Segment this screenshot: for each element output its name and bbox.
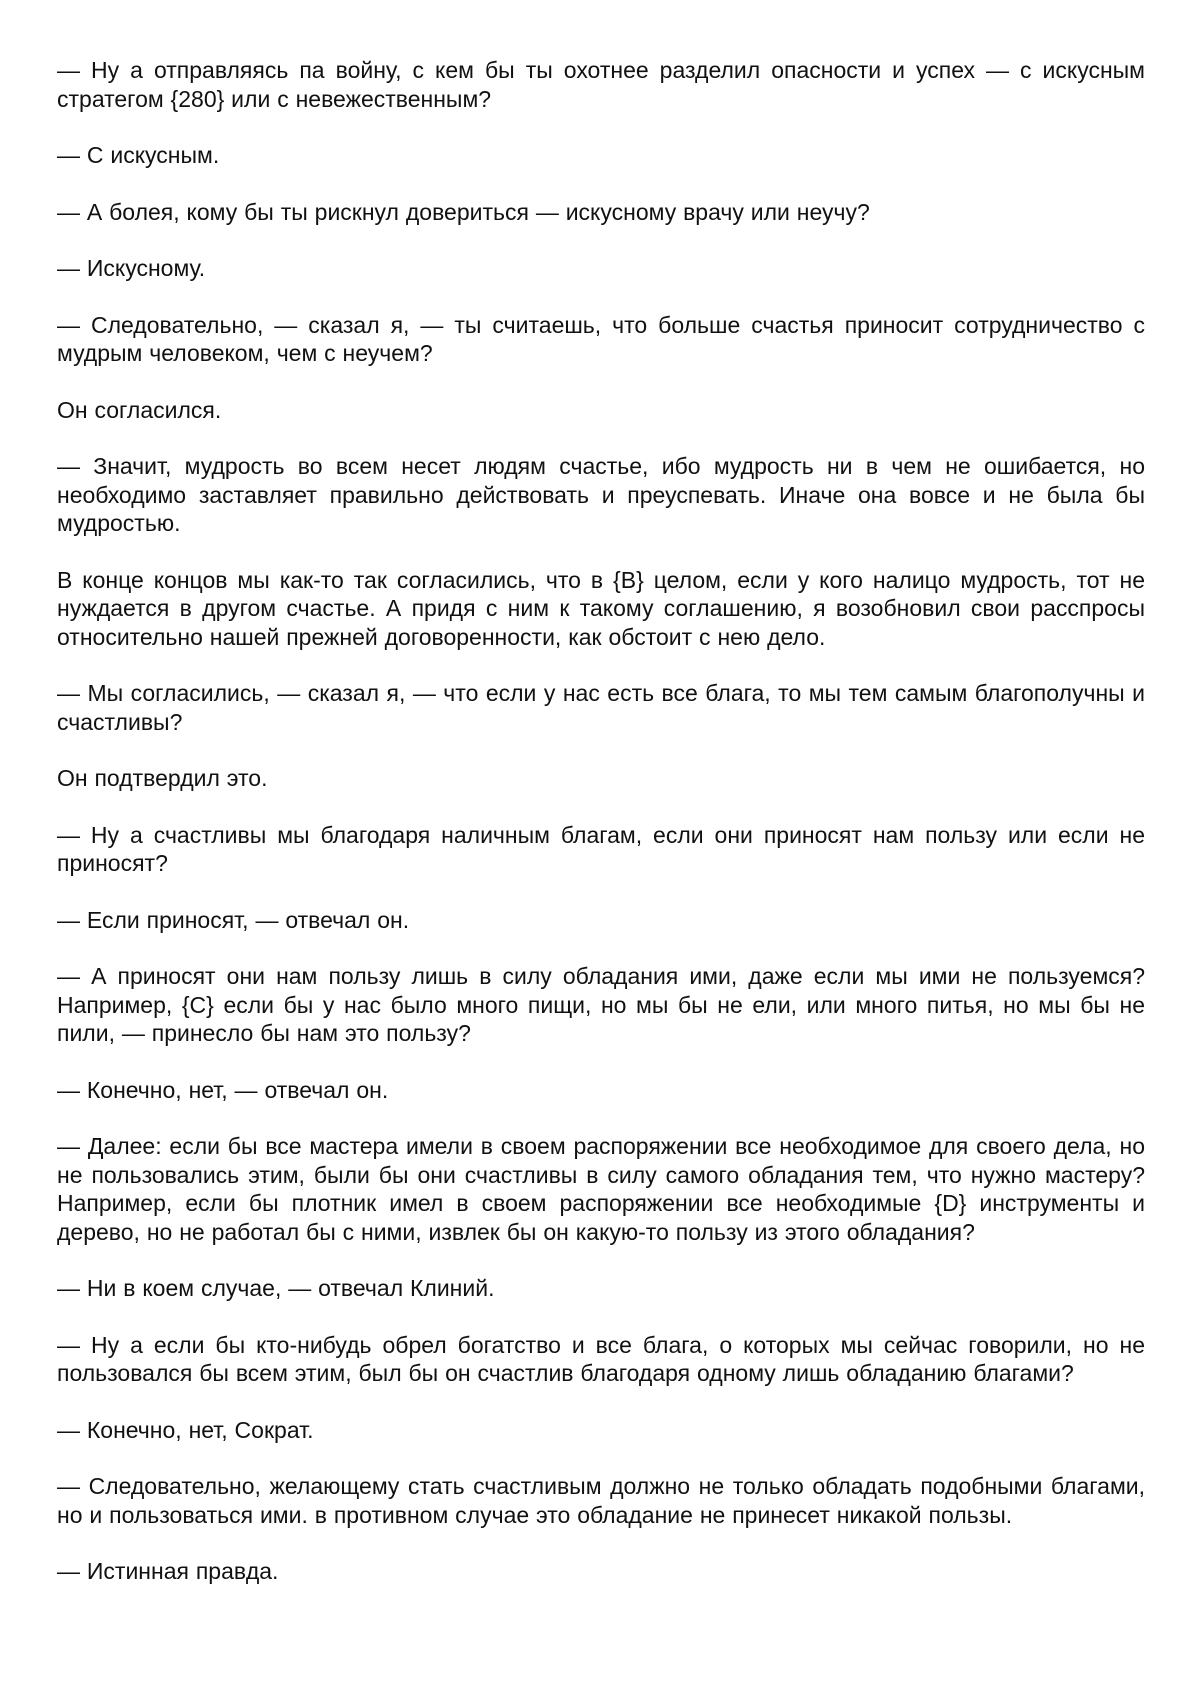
paragraph-8: В конце концов мы как-то так согласились, что в {В} целом, если у кого налицо мудрость, тот не нуждается в другом счастье. А придя с ним к такому соглашению, я возобновил свои расспросы относительно нашей прежней договоренности, как обстоит с нею дело.	[57, 566, 1145, 650]
paragraph-2: — С искусным.	[57, 142, 220, 168]
paragraph-1: — Ну а отправляясь па войну, с кем бы ты охотнее разделил опасности и успех — с искусным стратегом {280} или с невежественным?	[57, 57, 1145, 112]
paragraph-3: — А болея, кому бы ты рискнул довериться — искусному врачу или неучу?	[57, 198, 870, 225]
paragraph-17: — Ну а если бы кто-нибудь обрел богатство и все блага, о которых мы сейчас говорили, но не пользовался бы всем этим, был бы он счастлив благодаря одному лишь обладанию благами?	[57, 1331, 1145, 1386]
paragraph-6: Он согласился.	[57, 396, 222, 423]
paragraph-15: — Далее: если бы все мастера имели в своем распоряжении все необходимое для своего дела, но не пользовались этим, были бы они счастливы в силу самого обладания тем, что нужно мастеру? Например, если бы плотник имел в своем распоряжении все необходимые {D} инструменты и дерево, но не работал бы с ними, извлек бы он какую-то пользу из этого обладания?	[57, 1133, 1145, 1245]
paragraph-12: — Если приносят, — отвечал он.	[57, 906, 410, 933]
paragraph-19: — Следовательно, желающему стать счастливым должно не только обладать подобными благами, но и пользоваться ими. в противном случае это обладание не принесет никакой пользы.	[57, 1473, 1145, 1528]
paragraph-20: — Истинная правда.	[57, 1558, 279, 1584]
paragraph-11: — Ну а счастливы мы благодаря наличным благам, если они приносят нам пользу или если не приносят?	[57, 821, 1145, 876]
paragraph-18: — Конечно, нет, Сократ.	[57, 1416, 314, 1443]
paragraph-16: — Ни в коем случае, — отвечал Клиний.	[57, 1275, 495, 1301]
paragraph-13: — А приносят они нам пользу лишь в силу обладания ими, даже если мы ими не пользуемся? Например, {С} если бы у нас было много пищи, но мы бы не ели, или много питья, но мы бы не пили, — принесло бы нам это пользу?	[57, 963, 1145, 1046]
paragraph-5: — Следовательно, — сказал я, — ты считаешь, что больше счастья приносит сотрудничество с мудрым человеком, чем с неучем?	[57, 311, 1145, 366]
paragraph-10: Он подтвердил это.	[57, 765, 268, 791]
paragraph-9: — Мы согласились, — сказал я, — что если у нас есть все блага, то мы тем самым благополучны и счастливы?	[57, 680, 1145, 735]
paragraph-14: — Конечно, нет, — отвечал он.	[57, 1076, 389, 1103]
paragraph-4: — Искусному.	[57, 255, 206, 281]
document-page	[57, 56, 1145, 1614]
paragraph-7: — Значит, мудрость во всем несет людям счастье, ибо мудрость ни в чем не ошибается, но необходимо заставляет правильно действовать и преуспевать. Иначе она вовсе и не была бы мудростью.	[57, 453, 1145, 536]
